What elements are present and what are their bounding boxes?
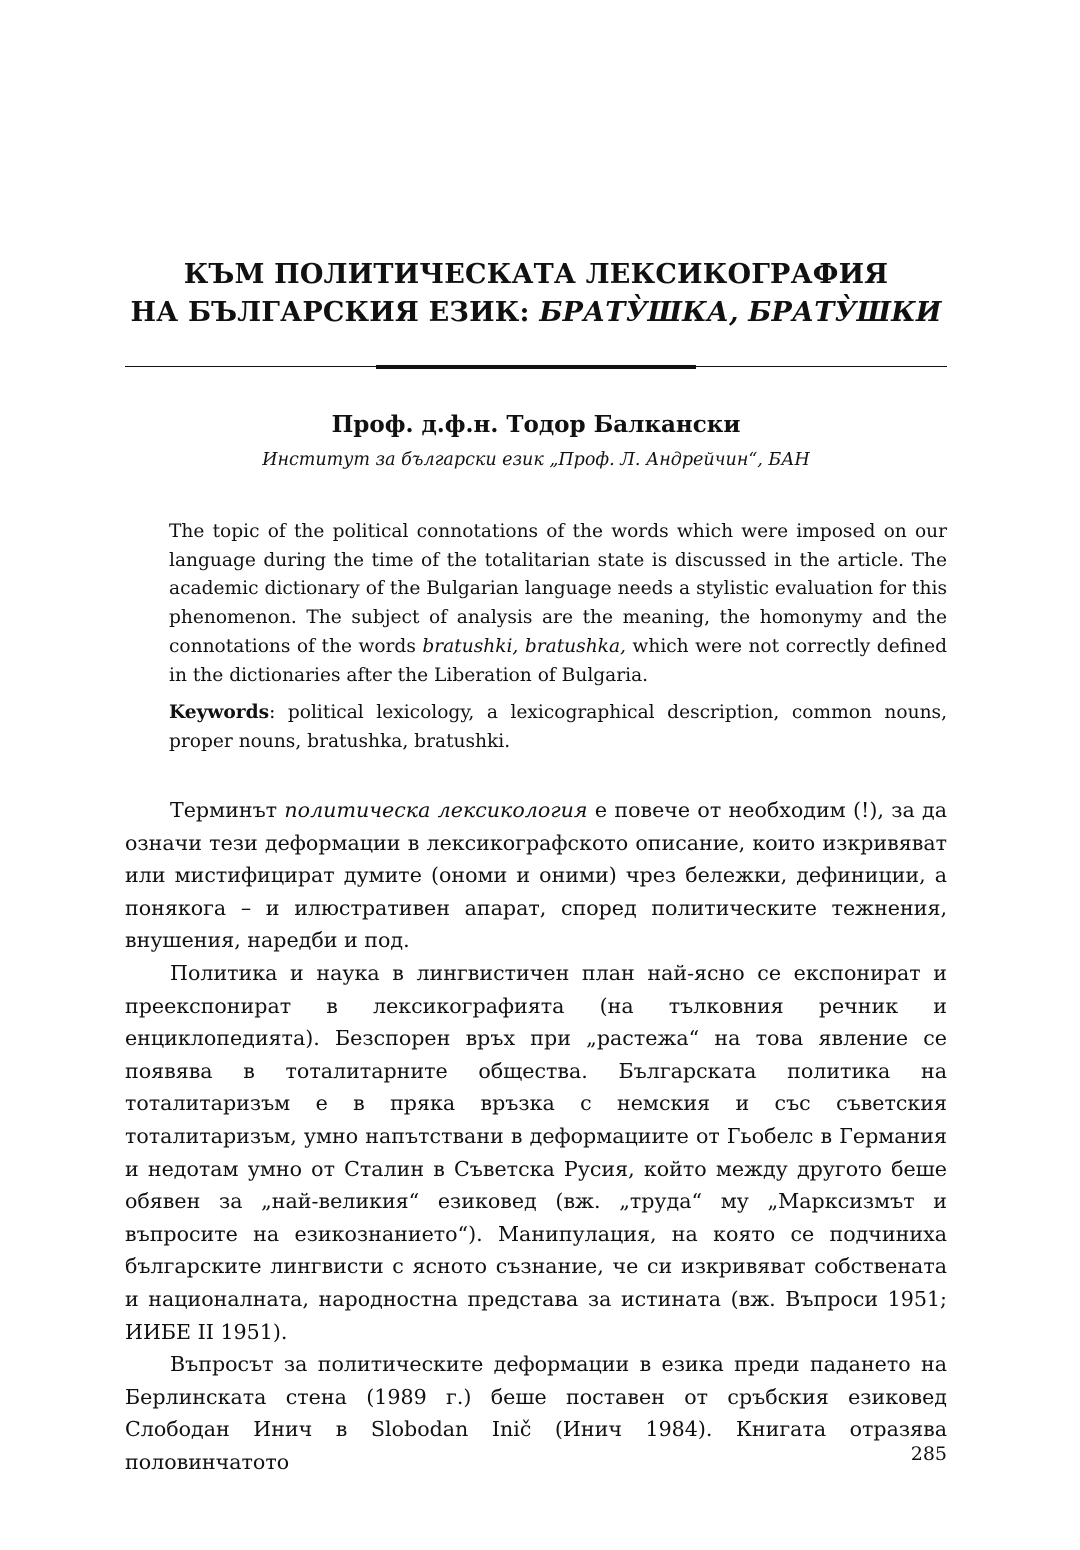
- p1-italic-term: политическа лексикология: [284, 798, 588, 822]
- title-line-2-italic: БРАТУ̀ШКА, БРАТУ̀ШКИ: [539, 297, 942, 328]
- keywords-label: Keywords: [169, 702, 270, 724]
- abstract-text: [169, 518, 947, 690]
- abstract: [169, 518, 947, 757]
- article-title: [125, 256, 947, 332]
- body-paragraph-2: Политика и наука в лингвистичен план най-ясно се експонират и преекспонират в лексикографията (на тълковния речник и енциклопедията). Безспорен връх при „растежа“ на това явление се появява в тоталитарните общества. Българската политика на тоталитаризъм е в пряка връзка с немския и със съветския тоталитаризъм, умно напътствани в деформациите от Гьобелс в Германия и недотам умно от Сталин в Съветска Русия, който между другото беше обявен за „най-великия“ езиковед (вж. „труда“ му „Марксизмът и въпросите на езикознанието“). Манипулация, на която се подчиниха българските лингвисти с ясното съзнание, че си изкривяват собствената и националната, народностна представа за истината (вж. Въпроси 1951; ИИБЕ II 1951).: [125, 960, 947, 1344]
- title-line-1: КЪМ ПОЛИТИЧЕСКАТА ЛЕКСИКОГРАФИЯ: [183, 259, 889, 290]
- body-paragraph-1: [125, 794, 947, 957]
- abstract-text-part2: which were not correctly defined in the dictionaries after the Liberation of Bulgaria.: [169, 635, 947, 686]
- title-line-2-regular: НА БЪЛГАРСКИЯ ЕЗИК:: [130, 297, 540, 328]
- author-name: Проф. д.ф.н. Тодор Балкански: [331, 411, 741, 438]
- p1-before: Терминът: [170, 798, 285, 822]
- body-text: [125, 794, 947, 1478]
- abstract-text-italic: bratushki, bratushka,: [422, 635, 626, 657]
- keywords: [169, 699, 947, 756]
- body-paragraph-3: Въпросът за политическите деформации в езика преди падането на Берлинската стена (1989 г.) беше поставен от сръбския езиковед Слободан Инич в Slobodan Inič (Инич 1984). Книгата отразява половинчатото: [125, 1352, 947, 1474]
- author-affiliation: Институт за български език „Проф. Л. Андрейчин“, БАН: [262, 450, 810, 470]
- keywords-text: : political lexicology, a lexicographical description, common nouns, proper nouns, bratushka, bratushki.: [169, 702, 947, 752]
- title-divider-thick: [376, 365, 696, 369]
- abstract-text-part1: The topic of the political connotations of the words which were imposed on our language during the time of the totalitarian state is discussed in the article. The academic dictionary of the Bulgarian language needs a stylistic evaluation for this phenomenon. The subject of analysis are the meaning, the homonymy and the connotations of the words: [169, 521, 947, 657]
- p1-after: е повече от необходим (!), за да означи тези деформации в лексикографското описание, които изкривяват или мистифицират думите (ономи и оними) чрез бележки, дефиниции, а понякога – и илюстративен апарат, според политическите тежнения, внушения, наредби и под.: [125, 798, 948, 953]
- page-number: 285: [910, 1443, 947, 1465]
- title-line-2: [125, 294, 947, 332]
